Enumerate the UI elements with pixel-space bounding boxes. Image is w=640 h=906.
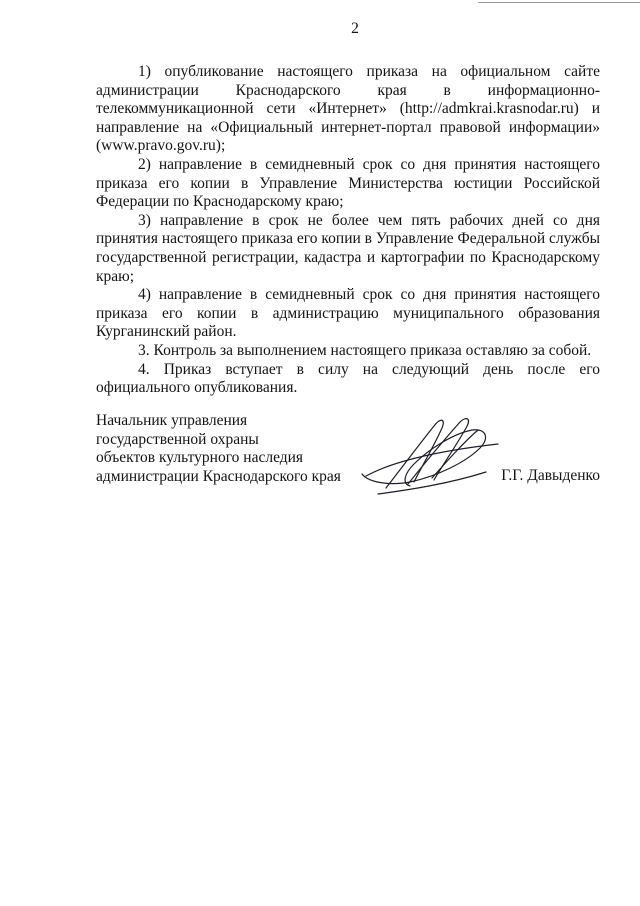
paragraph-publication: 1) опубликование настоящего приказа на официальном сайте администрации Краснодарского края в информационно-телекоммуникационной сети «Интернет» (http://admkrai.krasnodar.ru) и направление на «Официальный интернет-портал правовой информации» (www.pravo.gov.ru);: [96, 63, 600, 155]
page-number: 2: [351, 20, 359, 37]
signatory-title-line: государственной охраны: [96, 430, 259, 448]
signatory-name: Г.Г. Давыденко: [501, 467, 600, 484]
paragraph-municipal-administration: 4) направление в семидневный срок со дня принятия настоящего приказа его копии в администрацию муниципального образования Курганинский район.: [96, 286, 600, 341]
signatory-title-line: объектов культурного наследия: [96, 449, 304, 467]
paragraph-registration-service: 3) направление в срок не более чем пять рабочих дней со дня принятия настоящего приказа его копии в Управление Федеральной службы государственной регистрации, кадастра и картографии по Краснодарскому краю;: [96, 211, 600, 285]
paragraph-control: 3. Контроль за выполнением настоящего приказа оставляю за собой.: [138, 341, 592, 359]
document-body: [96, 63, 600, 398]
paragraph-justice-ministry: 2) направление в семидневный срок со дня принятия настоящего приказа его копии в Управление Министерства юстиции Российской Федерации по Краснодарскому краю;: [96, 155, 600, 211]
handwritten-signature: [348, 404, 508, 504]
top-rule: [478, 2, 640, 3]
signature-block: [96, 412, 600, 512]
paragraph-effective-date: 4. Приказ вступает в силу на следующий день после его официального опубликования.: [96, 360, 600, 397]
signatory-title-line: администрации Краснодарского края: [96, 467, 341, 485]
signatory-title-line: Начальник управления: [96, 412, 248, 429]
